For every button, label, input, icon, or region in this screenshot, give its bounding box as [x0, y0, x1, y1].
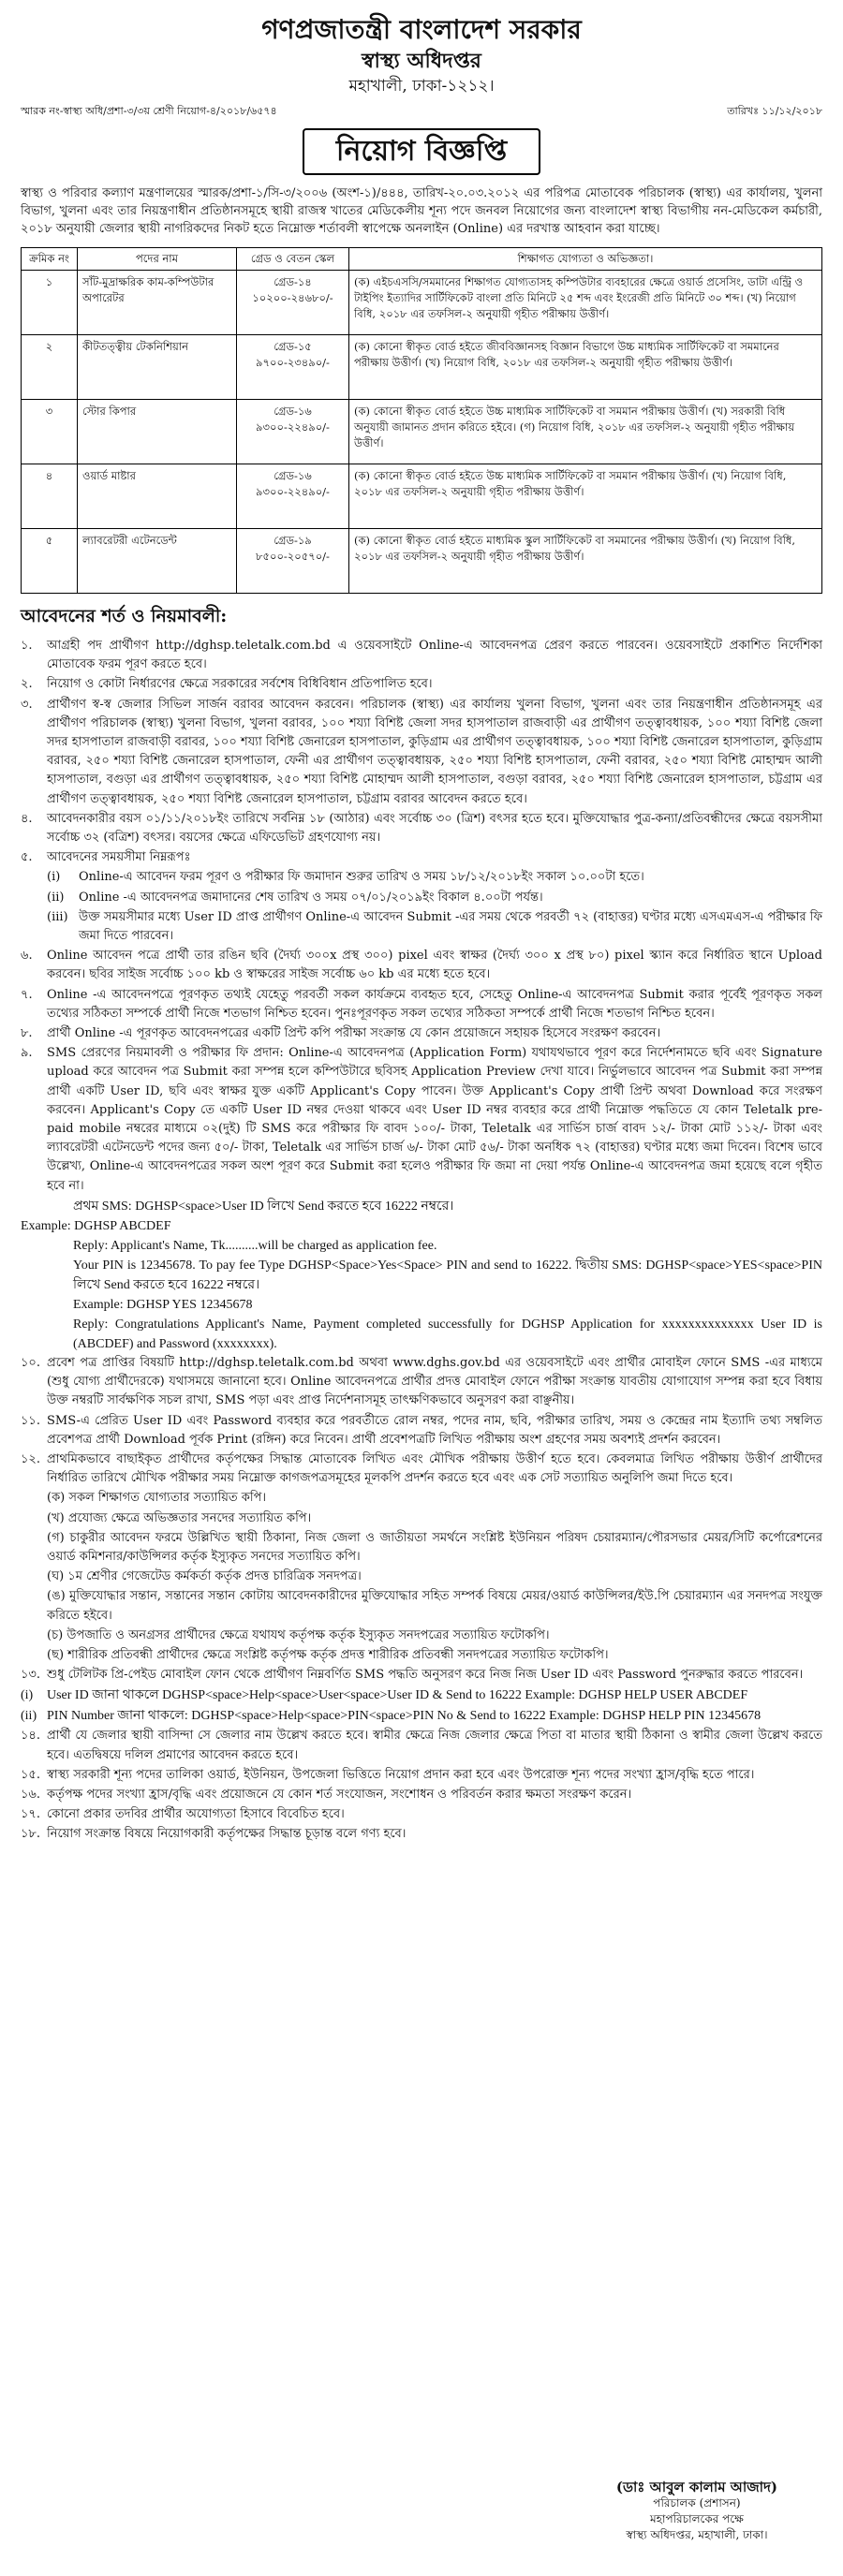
cell-serial: ৩: [22, 400, 78, 464]
department-name: স্বাস্থ্য অধিদপ্তর: [362, 49, 481, 73]
item-number: ১৩.: [21, 1668, 41, 1683]
item-number: ৬.: [21, 949, 33, 964]
list-item: [21, 1354, 822, 1411]
cell-serial: ৫: [22, 529, 78, 594]
item-number: (ii): [21, 1709, 37, 1724]
cell-qualification: (ক) কোনো স্বীকৃত বোর্ড হইতে জীববিজ্ঞানসহ বিজ্ঞান বিভাগে উচ্চ মাধ্যমিক সার্টিফিকেট বা সমমানের পরীক্ষায় উত্তীর্ণ। (খ) নিয়োগ বিধি, ২০১৮ এর তফসিল-২ অনুযায়ী গৃহীত পরীক্ষায় উত্তীর্ণ।: [349, 335, 822, 400]
signatory-name: (ডাঃ আবুল কালাম আজাদ): [615, 2479, 777, 2495]
cell-grade: গ্রেড-১৯ ৮৫০০-২০৫৭০/-: [237, 529, 349, 594]
sub-item-text: (গ) চাকুরীর আবেদন ফরমে উল্লিখিত স্থায়ী ঠিকানা, নিজ জেলা ও জাতীয়তা সমর্থনে সংশ্লিষ্ট ইউনিয়ন পরিষদ চেয়ারম্যান/পৌরসভার মেয়র/সিটি কর্পোরেশনের ওয়ার্ড কমিশনার/কাউন্সিলর কর্তৃক ইস্যুকৃত সনদের সত্যায়িত কপি।: [47, 1530, 822, 1564]
item-text: প্রার্থী যে জেলার স্থায়ী বাসিন্দা সে জেলার নাম উল্লেখ করতে হবে। স্বামীর ক্ষেত্রে নিজ জেলার ক্ষেত্রে পিতা বা মাতার স্থায়ী ঠিকানা ও স্বামীর জেলা উল্লেখ করতে হবে। এতদ্বিষয়ে দলিল প্রমাণের আবেদন করতে হবে।: [47, 1729, 822, 1762]
sms-pin-instruction: Your PIN is 12345678. To pay fee Type DGHSP<Space>Yes<Space> PIN and send to 16222. দ্বিতীয় SMS: DGHSP<space>YES<space>PIN লিখে Send করতে হবে 16222 নম্বরে।: [73, 1258, 822, 1292]
intro-paragraph: স্বাস্থ্য ও পরিবার কল্যাণ মন্ত্রণালয়ের স্মারক/প্রশা-১/সি-৩/২০০৬ (অংশ-১)/৪৪৪, তারিখ-২০.০৩.২০১২ এর পরিপত্র মোতাবেক পরিচালক (স্বাস্থ্য) এর কার্যালয়, খুলনা বিভাগ, খুলনা এবং তার নিয়ন্ত্রণাধীন প্রতিষ্ঠানসমূহে স্থায়ী রাজস্ব খাতের মেডিকেলীয় শূন্য পদে জনবল নিয়োগের জন্য বাংলাদেশ স্বাস্থ্য বিভাগীয় নন-মেডিকেল কর্মচারী, ২০১৮ অনুযায়ী জেলার স্থায়ী নাগরিকদের নিকট হতে নিম্নোক্ত শর্তাবলী স্বাপেক্ষে অনলাইন (Online) এর দরখাস্ত আহবান করা যাচ্ছে।: [21, 186, 822, 236]
cell-grade: গ্রেড-১৫ ৯৭০০-২৩৪৯০/-: [237, 335, 349, 400]
cell-qualification: (ক) কোনো স্বীকৃত বোর্ড হইতে উচ্চ মাধ্যমিক সার্টিফিকেট বা সমমান পরীক্ষায় উত্তীর্ণ। (খ) নিয়োগ বিধি, ২০১৮ এর তফসিল-২ অনুযায়ী গৃহীত পরীক্ষায় উত্তীর্ণ।: [349, 464, 822, 529]
item-text: User ID জানা থাকলে DGHSP<space>Help<space>User<space>User ID & Send to 16222 Example: DGHSP HELP USER ABCDEF: [47, 1688, 748, 1703]
sms-instruction: প্রথম SMS: DGHSP<space>User ID লিখে Send করতে হবে 16222 নম্বরে।: [73, 1199, 454, 1214]
sub-item: [21, 868, 822, 887]
item-text: প্রার্থীগণ স্ব-স্ব জেলার সিভিল সার্জন বরাবর আবেদন করবেন। পরিচালক (স্বাস্থ্য) এর কার্যালয় খুলনা বিভাগ, খুলনা এবং তার নিয়ন্ত্রণাধীন প্রতিষ্ঠানসমূহ এর প্রার্থীগণ পরিচালক (স্বাস্থ্য) খুলনা বিভাগ, খুলনা বরাবর, ১০০ শয্যা বিশিষ্ট জেলা সদর হাসপাতাল রাজবাড়ী এর প্রার্থীগণ তত্ত্বাবধায়ক, ১০০ শয্যা বিশিষ্ট জেলা সদর হাসপাতাল রাজবাড়ী বরাবর, ১০০ শয্যা বিশিষ্ট জেনারেল হাসপাতাল, কুড়িগ্রাম এর প্রার্থীগণ তত্ত্বাবধায়ক, ১০০ শয্যা বিশিষ্ট জেনারেল হাসপাতাল, কুড়িগ্রাম বরাবর, ২৫০ শয্যা বিশিষ্ট জেনারেল হাসপাতাল, ফেনী এর প্রার্থীগণ তত্ত্বাবধায়ক, ২৫০ শয্যা বিশিষ্ট হাসপাতাল, ফেনী বরাবর, ২৫০ শয্যা বিশিষ্ট মোহাম্মদ আলী হাসপাতাল, বগুড়া এর প্রার্থীগণ তত্ত্বাবধায়ক, ২৫০ শয্যা বিশিষ্ট মোহাম্মদ আলী হাসপাতাল, বগুড়া বরাবর, ২৫০ শয্যা বিশিষ্ট জেনারেল হাসপাতাল, চট্টগ্রাম এর প্রার্থীগণ তত্ত্বাবধায়ক, ২৫০ শয্যা বিশিষ্ট জেনারেল হাসপাতাল, চট্টগ্রাম বরাবর আবেদন করতে হবে।: [47, 697, 822, 806]
sub-item: [21, 1489, 822, 1508]
list-item: [21, 848, 822, 867]
sms-example: Example: DGHSP YES 12345678: [73, 1297, 253, 1312]
sms-reply: Reply: Applicant's Name, Tk..........will be charged as application fee.: [73, 1238, 437, 1253]
table-header-row: [22, 248, 822, 271]
signatory-designation: পরিচালক (প্রশাসন): [653, 2496, 741, 2510]
col-header-post: পদের নাম: [78, 248, 237, 271]
letterhead: [21, 13, 822, 97]
terms-list: [21, 637, 822, 1845]
sub-item-text: (খ) প্রযোজ্য ক্ষেত্রে অভিজ্ঞতার সনদের সত্যায়িত কপি।: [47, 1510, 312, 1525]
col-header-qualification: শিক্ষাগত যোগ্যতা ও অভিজ্ঞতা।: [349, 248, 822, 271]
item-text: আবেদনের সময়সীমা নিম্নরূপঃ: [47, 850, 191, 865]
sub-item-text: Online -এ আবেদনপত্র জমাদানের শেষ তারিখ ও সময় ০৭/০১/২০১৯ইং বিকাল ৪.০০টা পর্যন্ত।: [79, 890, 543, 905]
cell-serial: ২: [22, 335, 78, 400]
signature-block: [616, 2480, 777, 2543]
item-number: ১৭.: [21, 1807, 41, 1822]
item-number: ১৫.: [21, 1767, 41, 1782]
item-text: Online -এ আবেদনপত্রে পূরণকৃত তথ্যই যেহেতু পরবর্তী সকল কার্যক্রমে ব্যবহৃত হবে, সেহেতু Online-এ আবেদনপত্র Submit করার পূর্বেই পূরণকৃত সকল তথ্যের সঠিকতা সম্পর্কে প্রার্থী নিজে শতভাগ নিশ্চিত হবেন। পুনঃপূরণকৃত সকল তথ্যের সঠিকতা সম্পর্কে প্রার্থী নিজে শতভাগ নিশ্চিত হবেন।: [47, 987, 822, 1021]
signatory-office: স্বাস্থ্য অধিদপ্তর, মহাখালী, ঢাকা।: [626, 2528, 768, 2541]
list-item: [21, 810, 822, 847]
sub-item: [21, 1587, 822, 1625]
cell-post: কীটতত্ত্বীয় টেকনিশিয়ান: [78, 335, 237, 400]
cell-serial: ১: [22, 271, 78, 335]
item-text: প্রার্থী Online -এ পূরণকৃত আবেদনপত্রের একটি প্রিন্ট কপি পরীক্ষা সংক্রান্ত যে কোন প্রয়োজনে সহায়ক হিসেবে সংরক্ষণ করবেন।: [47, 1026, 661, 1041]
list-item: [21, 1805, 822, 1824]
list-item: [21, 1786, 822, 1804]
item-text: নিয়োগ সংক্রান্ত বিষয়ে নিয়োগকারী কর্তৃপক্ষের সিদ্ধান্ত চূড়ান্ত বলে গণ্য হবে।: [47, 1827, 407, 1842]
sub-item-number: (ii): [47, 890, 65, 905]
list-item: [21, 1766, 822, 1785]
sub-item: [21, 1509, 822, 1528]
item-text: আগ্রহী পদ প্রার্থীগণ http://dghsp.teletalk.com.bd এ ওয়েবসাইটে Online-এ আবেদনপত্র প্রেরণ করতে পারবেন। ওয়েবসাইটে প্রকাশিত নির্দেশিকা মোতাবেক ফরম পূরণ করতে হবে।: [47, 639, 822, 672]
list-item: [21, 1412, 822, 1450]
cell-grade: গ্রেড-১৬ ৯৩০০-২২৪৯০/-: [237, 464, 349, 529]
item-text: শুধু টেলিটক প্রি-পেইড মোবাইল ফোন থেকে প্রার্থীগণ নিম্নবর্ণিত SMS পদ্ধতি অনুসরণ করে নিজ নিজ User ID এবং Password পুনরুদ্ধার করতে পারবেন।: [47, 1668, 804, 1683]
item-number: ১.: [21, 639, 33, 653]
table-row: [22, 271, 822, 335]
list-item: [21, 637, 822, 674]
item-text: কোনো প্রকার তদবির প্রার্থীর অযোগ্যতা হিসাবে বিবেচিত হবে।: [47, 1807, 345, 1822]
table-row: [22, 400, 822, 464]
circular-title: নিয়োগ বিজ্ঞপ্তি: [303, 128, 540, 175]
item-number: ১৪.: [21, 1729, 41, 1744]
circular-date: তারিখঃ ১১/১২/২০১৮: [727, 105, 822, 117]
department-address: মহাখালী, ঢাকা-১২১২।: [348, 77, 495, 96]
sub-item-text: (চ) উপজাতি ও অনগ্রসর প্রার্থীদের ক্ষেত্রে যথাযথ কর্তৃপক্ষ কর্তৃক ইস্যুকৃত সনদপত্রের সত্যায়িত ফটোকপি।: [47, 1627, 550, 1642]
cell-post: স্টোর কিপার: [78, 400, 237, 464]
cell-post: ল্যাবরেটরী এটেনডেন্ট: [78, 529, 237, 594]
table-row: [22, 529, 822, 594]
posts-table: [21, 247, 822, 594]
reference-line: [21, 103, 822, 121]
cell-grade: গ্রেড-১৪ ১০২০০-২৪৬৮০/-: [237, 271, 349, 335]
sub-item-number: (i): [47, 870, 61, 885]
list-item: [21, 1825, 822, 1844]
sub-item-text: (ক) সকল শিক্ষাগত যোগ্যতার সত্যায়িত কপি।: [47, 1491, 267, 1506]
list-item: [21, 1706, 822, 1726]
sms-reply: Reply: Congratulations Applicant's Name, Payment completed successfully for DGHSP Application for xxxxxxxxxxxxxx User ID is (ABCDEF) and Password (xxxxxxxx).: [73, 1317, 822, 1351]
item-number: ১০.: [21, 1355, 41, 1370]
sub-item-text: Online-এ আবেদন ফরম পূরণ ও পরীক্ষার ফি জমাদান শুরুর তারিখ ও সময় ১৮/১২/২০১৮ইং সকাল ১০.০০টা হতে।: [79, 870, 644, 885]
item-number: ৮.: [21, 1026, 33, 1041]
list-item: [21, 1685, 822, 1705]
list-item: [21, 1450, 822, 1488]
table-row: [22, 335, 822, 400]
col-header-grade: গ্রেড ও বেতন স্কেল: [237, 248, 349, 271]
list-item: [21, 947, 822, 984]
col-header-serial: ক্রমিক নং: [22, 248, 78, 271]
list-item: [21, 1727, 822, 1764]
list-item: [21, 1044, 822, 1196]
item-number: ১৬.: [21, 1787, 41, 1802]
sub-item: [21, 1646, 822, 1665]
list-item: [21, 1024, 822, 1043]
cell-qualification: (ক) কোনো স্বীকৃত বোর্ড হইতে উচ্চ মাধ্যমিক সার্টিফিকেট বা সমমান পরীক্ষায় উত্তীর্ণ। (খ) সরকারী বিধি অনুযায়ী জামানত প্রদান করিতে হইবে। (গ) নিয়োগ বিধি, ২০১৮ এর তফসিল-২ অনুযায়ী গৃহীত পরীক্ষায় উত্তীর্ণ।: [349, 400, 822, 464]
item-text: নিয়োগ ও কোটা নির্ধারণের ক্ষেত্রে সরকারের সর্বশেষ বিধিবিধান প্রতিপালিত হবে।: [47, 677, 433, 692]
list-item: [21, 1666, 822, 1685]
sub-item: [21, 1627, 822, 1645]
item-number: ১১.: [21, 1413, 41, 1428]
item-number: ২.: [21, 677, 33, 692]
table-row: [22, 464, 822, 529]
signatory-on-behalf: মহাপরিচালকের পক্ষে: [650, 2512, 744, 2525]
list-item: [21, 986, 822, 1023]
cell-post: ওয়ার্ড মাষ্টার: [78, 464, 237, 529]
cell-post: সাঁট-মুদ্রাক্ষরিক কাম-কম্পিউটার অপারেটর: [78, 271, 237, 335]
item-number: ৯.: [21, 1046, 33, 1061]
item-text: কর্তৃপক্ষ পদের সংখ্যা হ্রাস/বৃদ্ধি এবং প্রয়োজনে যে কোন শর্ত সংযোজন, সংশোধন ও পরিবর্তন করার ক্ষমতা সংরক্ষণ করেন।: [47, 1787, 632, 1802]
sub-item-number: (iii): [47, 909, 68, 924]
item-text: SMS-এ প্রেরিত User ID এবং Password ব্যবহার করে পরবর্তীতে রোল নম্বর, পদের নাম, ছবি, পরীক্ষার তারিখ, সময় ও কেন্দ্রের নাম ইত্যাদি তথ্য সম্বলিত প্রবেশপত্র প্রার্থী Download পূর্বক Print (রঙ্গিন) করে নিবেন। প্রার্থী প্রবেশপত্রটি লিখিত পরীক্ষায় অংশ গ্রহণের সময় অবশ্যই প্রদর্শন করবেন।: [47, 1413, 822, 1447]
cell-qualification: (ক) এইচএসসি/সমমানের শিক্ষাগত যোগ্যতাসহ কম্পিউটার ব্যবহারের ক্ষেত্রে ওয়ার্ড প্রসেসিং, ডাটা এন্ট্রি ও টাইপিং ইত্যাদির সার্টিফিকেট বাংলা প্রতি মিনিটে ২৫ শব্দ এবং ইংরেজী প্রতি মিনিটে ৩০ শব্দ। (খ) নিয়োগ বিধি, ২০১৮ এর তফসিল-২ অনুযায়ী গৃহীত পরীক্ষায় উত্তীর্ণ।: [349, 271, 822, 335]
item-number: (i): [21, 1688, 34, 1703]
cell-grade: গ্রেড-১৬ ৯৩০০-২২৪৯০/-: [237, 400, 349, 464]
list-item: [21, 675, 822, 694]
item-number: ১২.: [21, 1451, 41, 1466]
item-number: ৭.: [21, 987, 33, 1002]
item-number: ৩.: [21, 697, 33, 712]
sub-item-text: (ঙ) মুক্তিযোদ্ধার সন্তান, সন্তানের সন্তান কোটায় আবেদনকারীদের মুক্তিযোদ্ধার সহিত সম্পর্ক বিষয়ে মেয়র/ওয়ার্ড কাউন্সিলর/ইউ.পি চেয়ারম্যান এর সনদপত্র সংযুক্ত করিতে হইবে।: [47, 1589, 822, 1623]
cell-serial: ৪: [22, 464, 78, 529]
item-text: স্বাস্থ্য সরকারী শূন্য পদের তালিকা ওয়ার্ড, ইউনিয়ন, উপজেলা ভিত্তিতে নিয়োগ প্রদান করা হবে এবং উপরোক্ত শূন্য পদের সংখ্যা হ্রাস/বৃদ্ধি হতে পারে।: [47, 1767, 755, 1782]
item-text: আবেদনকারীর বয়স ০১/১১/২০১৮ইং তারিখে সর্বনিম্ন ১৮ (আঠার) এবং সর্বোচ্চ ৩০ (ত্রিশ) বৎসর হতে হবে। মুক্তিযোদ্ধার পুত্র-কন্যা/প্রতিবন্ধীদের ক্ষেত্রে বয়সসীমা সর্বোচ্চ ৩২ (বত্রিশ) বৎসর। বয়সের ক্ষেত্রে এফিডেভিট গ্রহণযোগ্য নয়।: [47, 811, 822, 846]
sub-item: [21, 1529, 822, 1567]
sub-item-text: উক্ত সময়সীমার মধ্যে User ID প্রাপ্ত প্রার্থীগণ Online-এ আবেদন Submit -এর সময় থেকে পরবর্তী ৭২ (বাহাত্তর) ঘণ্টার মধ্যে এসএমএস-এ পরীক্ষার ফি জমা দিতে পারবেন।: [79, 909, 822, 944]
item-text: PIN Number জানা থাকলে: DGHSP<space>Help<space>PIN<space>PIN No & Send to 16222 Example: DGHSP HELP PIN 12345678: [47, 1709, 762, 1724]
terms-heading: আবেদনের শর্ত ও নিয়মাবলী:: [21, 606, 228, 626]
list-item: [21, 696, 822, 809]
sub-item-text: (ছ) শারীরিক প্রতিবন্ধী প্রার্থীদের ক্ষেত্রে সংশ্লিষ্ট কর্তৃপক্ষ কর্তৃক প্রদত্ত শারীরিক প্রতিবন্ধী সনদপত্রের সত্যায়িত ফটোকপি।: [47, 1647, 609, 1662]
item-text: Online আবেদন পত্রে প্রার্থী তার রঙিন ছবি (দৈর্ঘ্য ৩০০x প্রস্থ ৩০০) pixel এবং স্বাক্ষর (দৈর্ঘ্য ৩০০ x প্রস্থ ৮০) pixel স্ক্যান করে নির্ধারিত স্থানে Upload করবেন। ছবির সাইজ সর্বোচ্চ ১০০ kb ও স্বাক্ষরের সাইজ সর্বোচ্চ ৬০ kb এর মধ্যে হতে হবে।: [47, 949, 822, 982]
sub-item: [21, 908, 822, 946]
item-number: ১৮.: [21, 1827, 41, 1842]
government-name: গণপ্রজাতন্ত্রী বাংলাদেশ সরকার: [261, 14, 582, 45]
item-text: প্রবেশ পত্র প্রাপ্তির বিষয়টি http://dghsp.teletalk.com.bd অথবা www.dghs.gov.bd এর ওয়েবসাইটে এবং প্রার্থীর মোবাইল ফোনে SMS -এর মাধ্যমে (শুধু যোগ্য প্রার্থীদেরকে) যথাসময়ে জানানো হবে। Online আবেদনপত্রে প্রার্থীর প্রদত্ত মোবাইল ফোনে পরীক্ষা সংক্রান্ত যাবতীয় যোগাযোগ সম্পন্ন করা হবে বিধায় উক্ত নম্বরটি সার্বক্ষণিক সচল রাখা, SMS পড়া এবং প্রাপ্ত নির্দেশনাসমূহ তাৎক্ষণিকভাবে অনুসরণ করা বাঞ্ছনীয়।: [47, 1355, 822, 1408]
item-text: SMS প্রেরণের নিয়মাবলী ও পরীক্ষার ফি প্রদান: Online-এ আবেদনপত্র (Application Form) যথাযথভাবে পূরণ করে নির্দেশনামতে ছবি এবং Signature upload করে আবেদন পত্র Submit করা সম্পন্ন হলে কম্পিউটারে ছবিসহ Application Preview দেখা যাবে। নির্ভুলভাবে আবেদন পত্র Submit করা সম্পন্ন প্রার্থী একটি User ID, ছবি এবং স্বাক্ষর যুক্ত একটি Applicant's Copy পাবেন। উক্ত Applicant's Copy প্রার্থী প্রিন্ট অথবা Download করে সংরক্ষণ করবেন। Applicant's Copy তে একটি User ID নম্বর দেওয়া থাকবে এবং User ID নম্বর ব্যবহার করে প্রার্থী নিম্নোক্ত পদ্ধতিতে যে কোন Teletalk pre-paid mobile নম্বরের মাধ্যমে ০২(দুই) টি SMS করে পরীক্ষার ফি বাবদ ১০০/- টাকা, Teletalk এর সার্ভিস চার্জ বাবদ ১২/- টাকা মোট ১১২/- টাকা এবং ল্যাবরেটরী এটেনডেন্ট পদের জন্য ৫০/- টাকা, Teletalk এর সার্ভিস চার্জ ৬/- টাকা মোট ৫৬/- টাকা অনধিক ৭২ (বাহাত্তর) ঘণ্টার মধ্যে জমা দিবেন। বিশেষ ভাবে উল্লেখ্য, Online-এ আবেদনপত্রের সকল অংশ পূরণ করে Submit করা হলেও পরীক্ষার ফি জমা না দেয়া পর্যন্ত Online-এ আবেদনপত্র জমা হয়েছে বলে গৃহীত হবে না।: [47, 1046, 822, 1193]
sub-item: [21, 889, 822, 907]
item-number: ৪.: [21, 811, 33, 826]
cell-qualification: (ক) কোনো স্বীকৃত বোর্ড হইতে মাধ্যমিক স্কুল সার্টিফিকেট বা সমমানের পরীক্ষায় উত্তীর্ণ। (খ) নিয়োগ বিধি, ২০১৮ এর তফসিল-২ অনুযায়ী গৃহীত পরীক্ষায় উত্তীর্ণ।: [349, 529, 822, 594]
sms-example: Example: DGHSP ABCDEF: [21, 1218, 171, 1233]
item-text: প্রাথমিকভাবে বাছাইকৃত প্রার্থীদের কর্তৃপক্ষের সিদ্ধান্ত মোতাবেক লিখিত এবং মৌখিক পরীক্ষায় উত্তীর্ণ হতে হবে। কেবলমাত্র লিখিত পরীক্ষায় উত্তীর্ণ প্রার্থীদের নির্ধারিত তারিখে মৌখিক পরীক্ষার সময় নিম্নোক্ত কাগজপত্রসমূহের মূলকপি প্রদর্শন করতে হবে এবং এক সেট সত্যায়িত অনুলিপি জমা দিতে হবে।: [47, 1451, 822, 1486]
memo-number: স্মারক নং-স্বাস্থ্য অধি/প্রশা-৩/৩য় শ্রেণী নিয়োগ-৪/২০১৮/৬৫৭৪: [21, 105, 277, 117]
item-number: ৫.: [21, 850, 33, 865]
sub-item: [21, 1568, 822, 1586]
sub-item-text: (ঘ) ১ম শ্রেণীর গেজেটেড কর্মকর্তা কর্তৃক প্রদত্ত চারিত্রিক সনদপত্র।: [47, 1569, 362, 1584]
